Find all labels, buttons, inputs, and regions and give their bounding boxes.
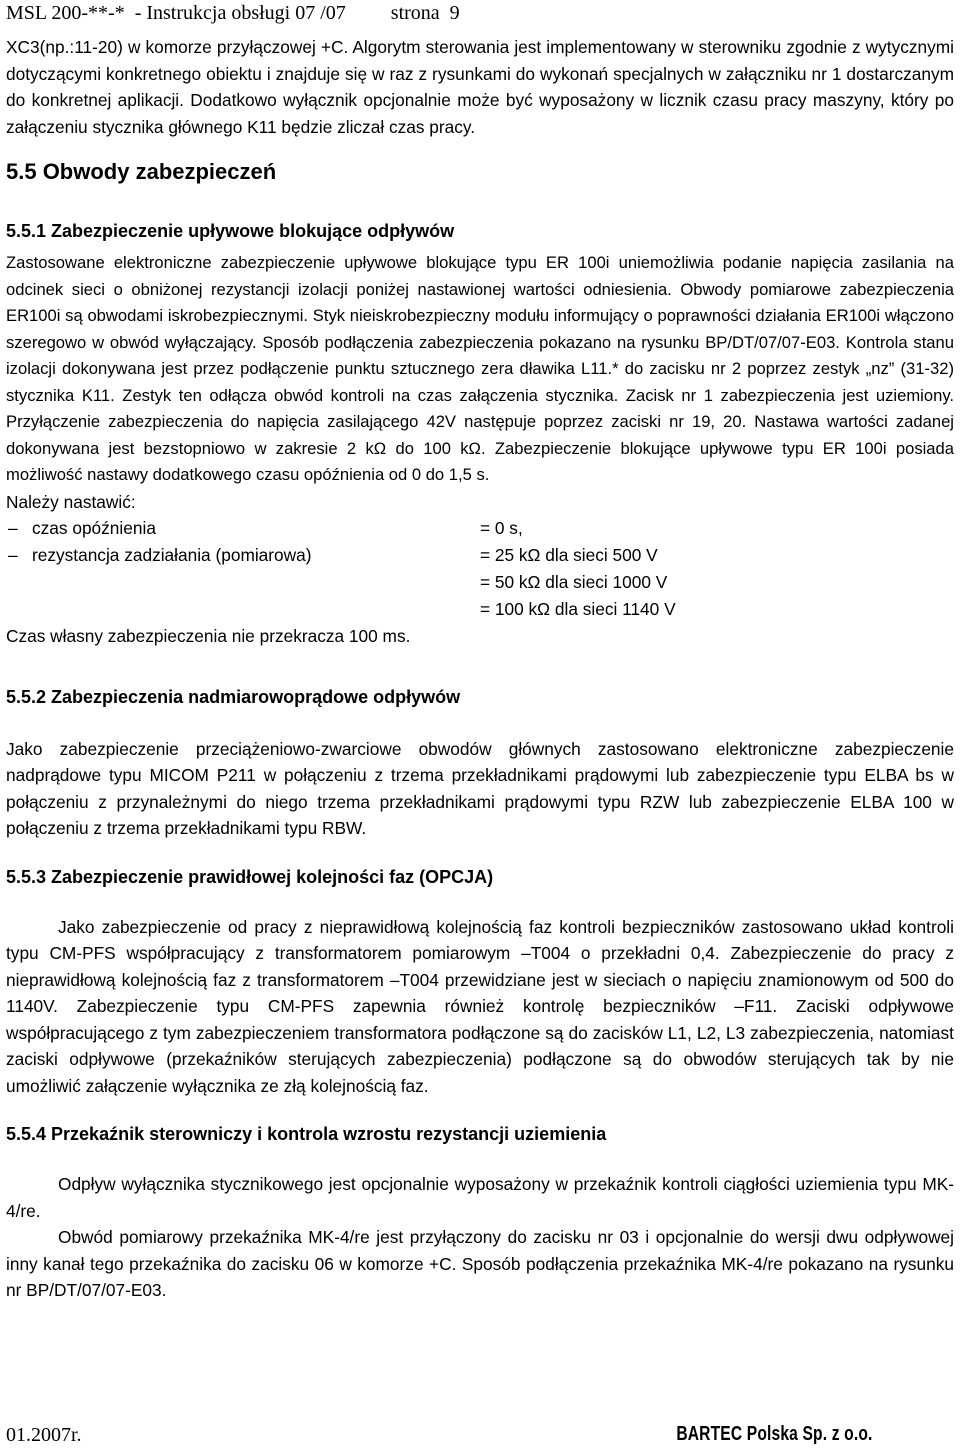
section-heading-5-5: 5.5 Obwody zabezpieczeń: [6, 159, 277, 184]
section-heading-5-5-1: 5.5.1 Zabezpieczenie upływowe blokujące odpływów: [6, 221, 455, 241]
setting-row: [6, 596, 946, 623]
settings-list: [6, 515, 954, 623]
setting-value: = 50 kΩ dla sieci 1000 V: [480, 572, 668, 592]
setting-row: [6, 542, 946, 569]
own-time-note: Czas własny zabezpieczenia nie przekracza 100 ms.: [6, 626, 411, 646]
setting-value: = 25 kΩ dla sieci 500 V: [480, 545, 658, 565]
section-heading-5-5-2: 5.5.2 Zabezpieczenia nadmiarowoprądowe odpływów: [6, 686, 461, 707]
footer-company: BARTEC Polska Sp. z o.o.: [675, 1423, 872, 1445]
intro-paragraph: XC3(np.:11-20) w komorze przyłączowej +C. Algorytm sterowania jest implementowany w sterowniku zgodnie z wytycznymi dotyczącymi konkretnego obiektu i znajduje się w raz z rysunkami do wykonań specjalnych w załączniku nr 1 dostarczanym do konkretnej aplikacji. Dodatkowo wyłącznik opcjonalnie może być wyposażony w licznik czasu pracy maszyny, który po załączeniu stycznika głównego K11 będzie zliczał czas pracy.: [6, 37, 954, 137]
setting-row: [6, 515, 946, 542]
section-5-5-1-text: Zastosowane elektroniczne zabezpieczenie upływowe blokujące typu ER 100i uniemożliwia podanie napięcia zasilania na odcinek sieci o obniżonej rezystancji izolacji poniżej nastawionej wartości odniesienia. Obwody pomiarowe zabezpieczenia ER100i są obwodami iskrobezpiecznymi. Styk nieiskrobezpieczny modułu informujący o poprawności działania ER100i włączono szeregowo w obwód wyłączający. Sposób podłączenia zabezpieczenia pokazano na rysunku BP/DT/07/07-E03. Kontrola stanu izolacji dokonywana jest przez podłączenie punktu sztucznego zera dławika L11.* do zacisku nr 2 poprzez zestyk „nz” (31-32) stycznika K11. Zestyk ten odłącza obwód kontroli na czas załączenia stycznika. Zacisk nr 1 zabezpieczenia jest uziemiony. Przyłączenie zabezpieczenia do napięcia zasilającego 42V następuje poprzez zaciski nr 19, 20. Nastawa wartości zadanej dokonywana jest bezstopniowo w zakresie 2 kΩ do 100 kΩ. Zabezpieczenie blokujące upływowe typu ER 100i posiada możliwość nastawy dodatkowego czasu opóźnienia od 0 do 1,5 s.: [6, 253, 954, 484]
section-heading-5-5-3: 5.5.3 Zabezpieczenie prawidłowej kolejności faz (OPCJA): [6, 866, 494, 887]
section-5-5-3-text: Jako zabezpieczenie od pracy z nieprawidłową kolejnością faz kontroli bezpieczników zastosowano układ kontroli typu CM-PFS współpracujący z transformatorem pomiarowym –T004 o przekładni 0,4. Zabezpieczenie do pracy z nieprawidłową kolejnością faz z transformatorem –T004 przewidziane jest w sieciach o napięciu znamionowym od 500 do 1140V. Zabezpieczenie typu CM-PFS zapewnia również kontrolę bezpieczników –F11. Zaciski odpływowe współpracującego z tym zabezpieczeniem transformatora podłączone są do zacisków L1, L2, L3 zabezpieczenia, natomiast zaciski odpływowe (przekaźników sterujących zabezpieczenia) podłączone są do obwodów sterujących tak by nie umożliwić załączenie wyłącznika ze złą kolejnością faz.: [6, 916, 954, 1096]
setting-label: czas opóźnienia: [32, 518, 156, 538]
section-5-5-4-para-1: Odpływ wyłącznika stycznikowego jest opcjonalnie wyposażony w przekaźnik kontroli ciągłości uziemienia typu MK-4/re.: [6, 1174, 954, 1221]
page-footer: [6, 1422, 954, 1448]
list-dash: –: [8, 545, 18, 565]
footer-date: 01.2007r.: [6, 1424, 82, 1446]
setting-row: [6, 569, 946, 596]
document-body: [6, 34, 954, 1304]
setting-value: = 0 s,: [480, 518, 523, 538]
settings-intro: Należy nastawić:: [6, 491, 136, 512]
page-header: MSL 200-**-* - Instrukcja obsługi 07 /07 strona 9: [6, 2, 460, 24]
section-heading-5-5-4: 5.5.4 Przekaźnik sterowniczy i kontrola wzrostu rezystancji uziemienia: [6, 1124, 607, 1144]
setting-label: rezystancja zadziałania (pomiarowa): [32, 545, 312, 565]
section-5-5-4-para-2: Obwód pomiarowy przekaźnika MK-4/re jest przyłączony do zacisku nr 03 i opcjonalnie do wersji dwu odpływowej inny kanał tego przekaźnika do zacisku 06 w komorze +C. Sposób podłączenia przekaźnika MK-4/re pokazano na rysunku nr BP/DT/07/07-E03.: [6, 1227, 954, 1300]
setting-value: = 100 kΩ dla sieci 1140 V: [480, 599, 676, 619]
section-5-5-2-text: Jako zabezpieczenie przeciążeniowo-zwarciowe obwodów głównych zastosowano elektroniczne zabezpieczenie nadprądowe typu MICOM P211 w połączeniu z trzema przekładnikami prądowymi lub zabezpieczenie typu ELBA bs w połączeniu z przynależnymi do niego trzema przekładnikami prądowymi typu RZW lub zabezpieczenie ELBA 100 w połączeniu z trzema przekładnikami typu RBW.: [6, 738, 954, 838]
list-dash: –: [8, 518, 18, 538]
